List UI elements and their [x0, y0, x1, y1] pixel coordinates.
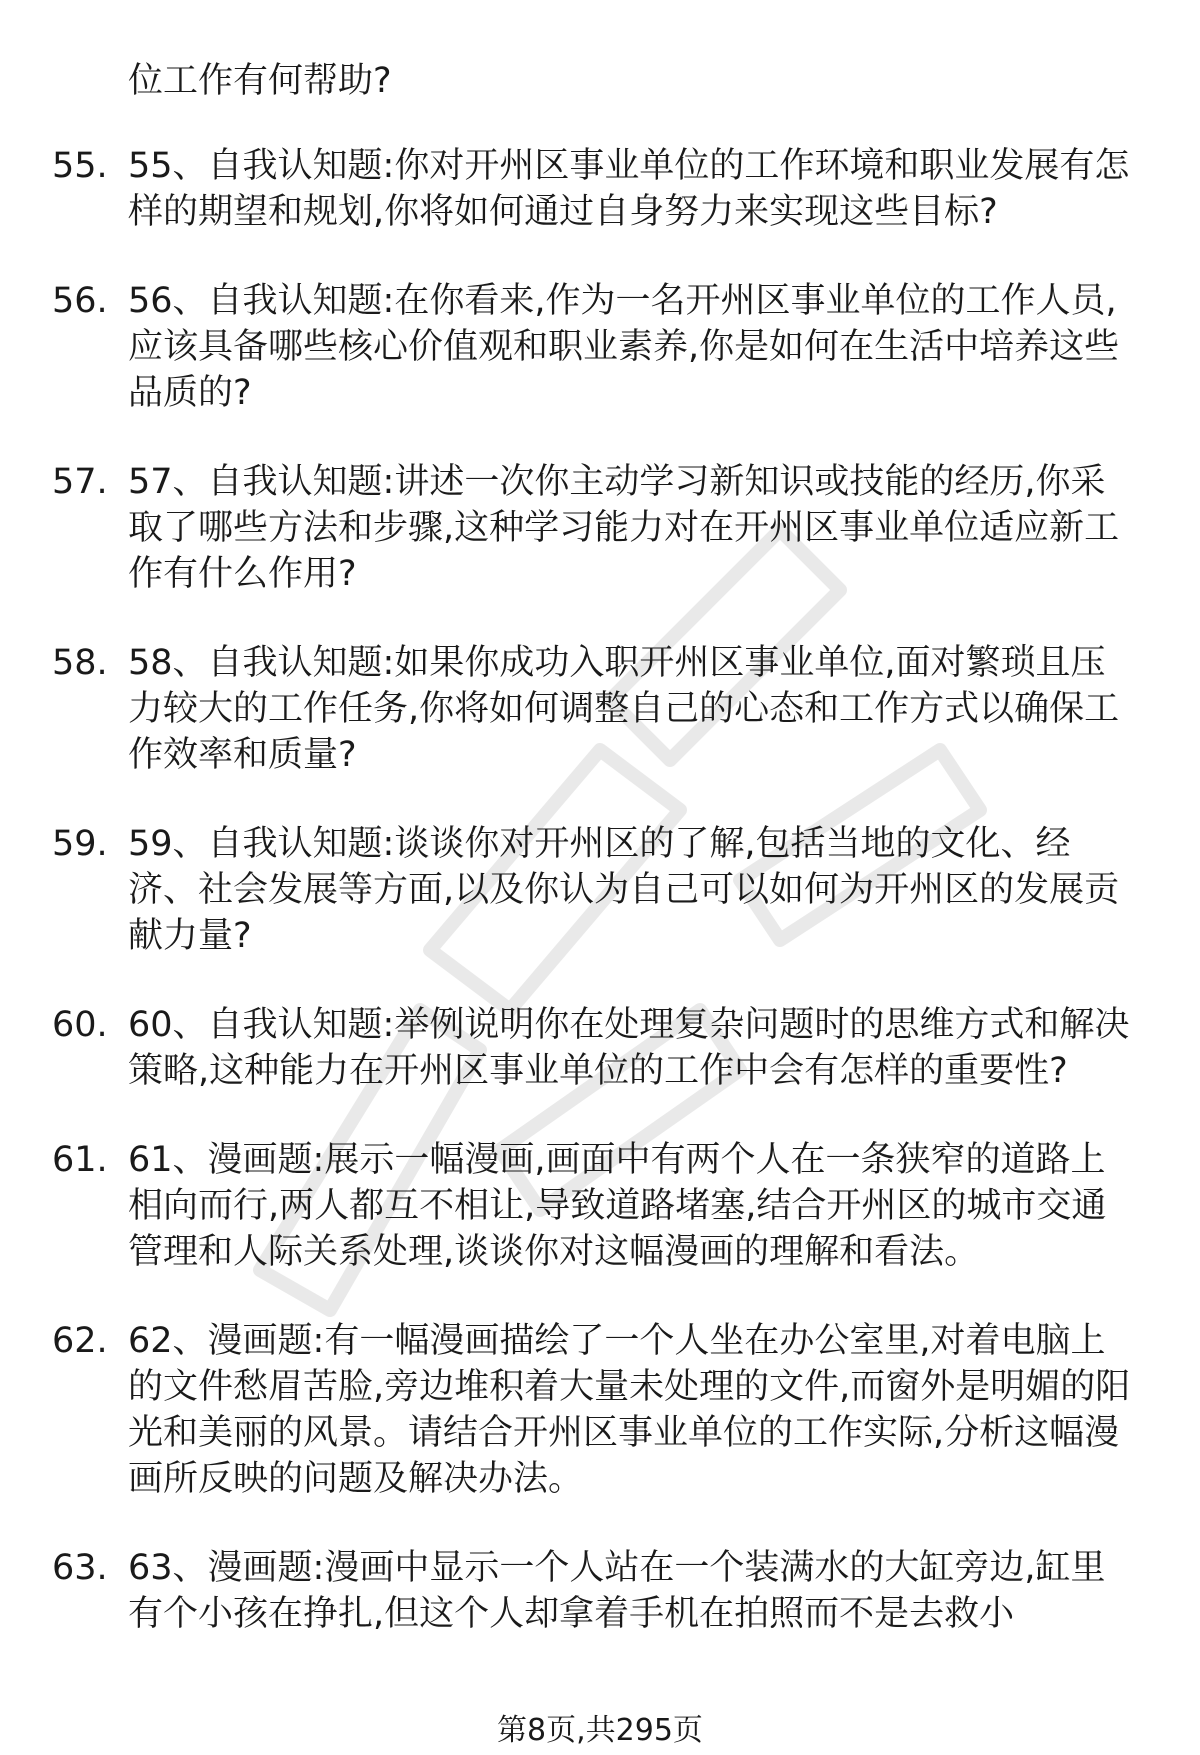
- item-number: 59.: [52, 824, 108, 864]
- item-number: 55.: [52, 146, 108, 186]
- item-text: 63、漫画题:漫画中显示一个人站在一个装满水的大缸旁边,缸里有个小孩在挣扎,但这个人却拿着手机在拍照而不是去救小: [128, 1548, 1106, 1634]
- item-text: 56、自我认知题:在你看来,作为一名开州区事业单位的工作人员,应该具备哪些核心价值观和职业素养,你是如何在生活中培养这些品质的?: [128, 281, 1120, 413]
- item-text: 55、自我认知题:你对开州区事业单位的工作环境和职业发展有怎样的期望和规划,你将如何通过自身努力来实现这些目标?: [128, 146, 1130, 232]
- question-list: [0, 143, 1200, 1680]
- item-number: 63.: [52, 1548, 108, 1588]
- page-footer: 第8页,共295页: [497, 1713, 703, 1748]
- item-number: 61.: [52, 1140, 108, 1180]
- item-text: 58、自我认知题:如果你成功入职开州区事业单位,面对繁琐且压力较大的工作任务,你将如何调整自己的心态和工作方式以确保工作效率和质量?: [128, 643, 1120, 775]
- list-item: [0, 1545, 1138, 1637]
- list-item: [0, 1137, 1138, 1275]
- list-item: [0, 1318, 1138, 1502]
- list-item: [0, 640, 1138, 778]
- list-item: [0, 278, 1138, 416]
- item-number: 58.: [52, 643, 108, 683]
- item-text: 60、自我认知题:举例说明你在处理复杂问题时的思维方式和解决策略,这种能力在开州区事业单位的工作中会有怎样的重要性?: [128, 1005, 1130, 1091]
- item-number: 56.: [52, 281, 108, 321]
- item-text: 62、漫画题:有一幅漫画描绘了一个人坐在办公室里,对着电脑上的文件愁眉苦脸,旁边堆积着大量未处理的文件,而窗外是明媚的阳光和美丽的风景。请结合开州区事业单位的工作实际,分析这幅漫画所反映的问题及解决办法。: [128, 1321, 1131, 1499]
- item-text: 61、漫画题:展示一幅漫画,画面中有两个人在一条狭窄的道路上相向而行,两人都互不相让,导致道路堵塞,结合开州区的城市交通管理和人际关系处理,谈谈你对这幅漫画的理解和看法。: [128, 1140, 1107, 1272]
- item-text: 59、自我认知题:谈谈你对开州区的了解,包括当地的文化、经济、社会发展等方面,以及你认为自己可以如何为开州区的发展贡献力量?: [128, 824, 1120, 956]
- continuation-text: 位工作有何帮助?: [128, 61, 392, 101]
- item-number: 60.: [52, 1005, 108, 1045]
- list-item: [0, 143, 1138, 235]
- list-item: [0, 1002, 1138, 1094]
- item-number: 62.: [52, 1321, 108, 1361]
- list-item: [0, 459, 1138, 597]
- item-number: 57.: [52, 462, 108, 502]
- item-text: 57、自我认知题:讲述一次你主动学习新知识或技能的经历,你采取了哪些方法和步骤,这种学习能力对在开州区事业单位适应新工作有什么作用?: [128, 462, 1120, 594]
- list-item: [0, 821, 1138, 959]
